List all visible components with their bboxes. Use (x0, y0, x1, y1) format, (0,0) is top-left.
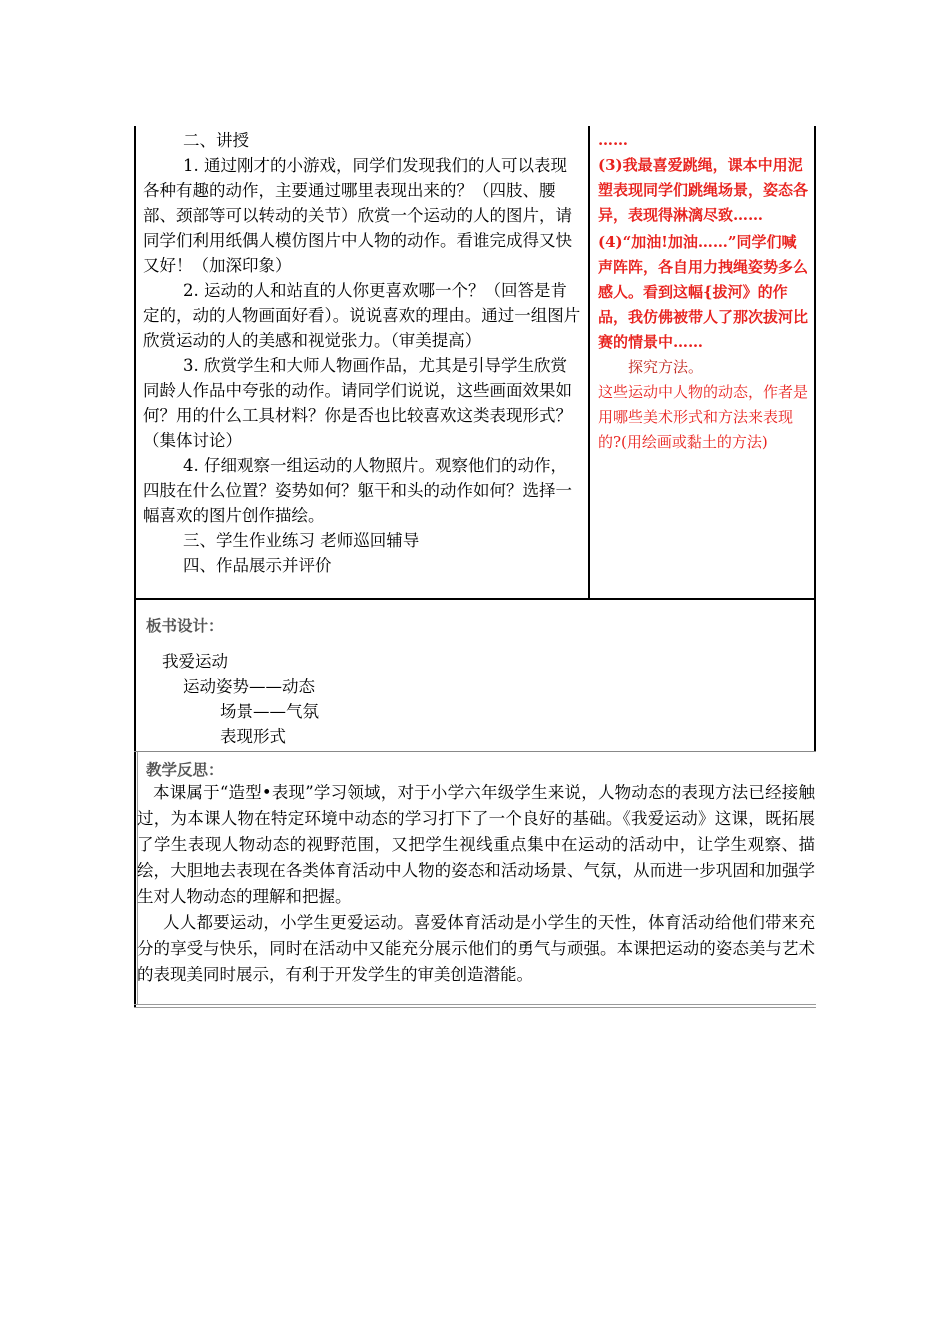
lecture-item-1: 1. 通过刚才的小游戏，同学们发现我们的人可以表现各种有趣的动作，主要通过哪里表现出来的？（四肢、腰部、颈部等可以转动的关节）欣赏一个运动的人的图片，请同学们利用纸偶人模仿图片中人物的动作。看谁完成得又快又好！（加深印象） (143, 156, 572, 275)
section-heading-display: 四、作品展示并评价 (183, 556, 332, 575)
note-jump-rope: (3)我最喜爱跳绳，课本中用泥塑表现同学们跳绳场景，姿态各异，表现得淋漓尽致…… (598, 156, 809, 224)
reflection-bottom-border-outer (134, 1007, 816, 1008)
board-design-title: 板书设计： (146, 616, 224, 635)
lecture-item-4: 4. 仔细观察一组运动的人物照片。观察他们的动作，四肢在什么位置？姿势如何？躯干和头的动作如何？选择一幅喜欢的图片创作描绘。 (143, 456, 572, 525)
section-heading-practice: 三、学生作业练习 老师巡回辅导 (183, 531, 420, 550)
reflection-title: 教学反思： (146, 760, 224, 779)
note-ellipsis: …… (598, 131, 628, 149)
teaching-process-column (143, 128, 583, 578)
reflection-paragraph-1: 本课属于“造型•表现”学习领域，对于小学六年级学生来说，人物动态的表现方法已经接触过，为本课人物在特定环境中动态的学习打下了一个良好的基础。《我爱运动》这课，既拓展了学生表现人物动态的视野范围，又把学生视线重点集中在运动的活动中，让学生观察、描绘，大胆地去表现在各类体育活动中人物的姿态和活动场景、气氛，从而进一步巩固和加强学生对人物动态的理解和把握。 (137, 783, 815, 906)
section-heading-lecture: 二、讲授 (183, 131, 249, 150)
column-divider (588, 126, 590, 600)
student-activity-column (598, 128, 810, 455)
lecture-item-2: 2. 运动的人和站直的人你更喜欢哪一个？（回答是肯定的，动的人物画面好看）。说说喜欢的理由。通过一组图片欣赏运动的人的美感和视觉张力。（审美提高） (143, 281, 581, 350)
reflection-paragraph-2: 人人都要运动，小学生更爱运动。喜爱体育活动是小学生的天性，体育活动给他们带来充分的享受与快乐，同时在活动中又能充分展示他们的勇气与顽强。本课把运动的姿态美与艺术的表现美同时展示，有利于开发学生的审美创造潜能。 (137, 913, 815, 984)
note-question: 这些运动中人物的动态，作者是用哪些美术形式和方法来表现的?(用绘画或黏土的方法) (598, 383, 809, 451)
note-tug-of-war: (4)“加油!加油……”同学们喊声阵阵，各自用力拽绳姿势多么感人。看到这幅{拔河》的作品，我仿佛被带人了那次拔河比赛的情景中…… (598, 233, 809, 351)
board-line-scene: 场景——气氛 (220, 702, 319, 721)
reflection-bottom-border (134, 1004, 816, 1005)
board-line-topic: 我爱运动 (162, 652, 228, 671)
board-line-form: 表现形式 (220, 727, 286, 746)
board-line-posture: 运动姿势——动态 (183, 677, 315, 696)
lecture-item-3: 3. 欣赏学生和大师人物画作品，尤其是引导学生欣赏同龄人作品中夸张的动作。请同学们说说，这些画面效果如何？用的什么工具材料？你是否也比较喜欢这类表现形式？（集体讨论） (143, 356, 572, 450)
note-explore-method: 探究方法。 (628, 358, 704, 376)
reflection-body (137, 780, 815, 988)
